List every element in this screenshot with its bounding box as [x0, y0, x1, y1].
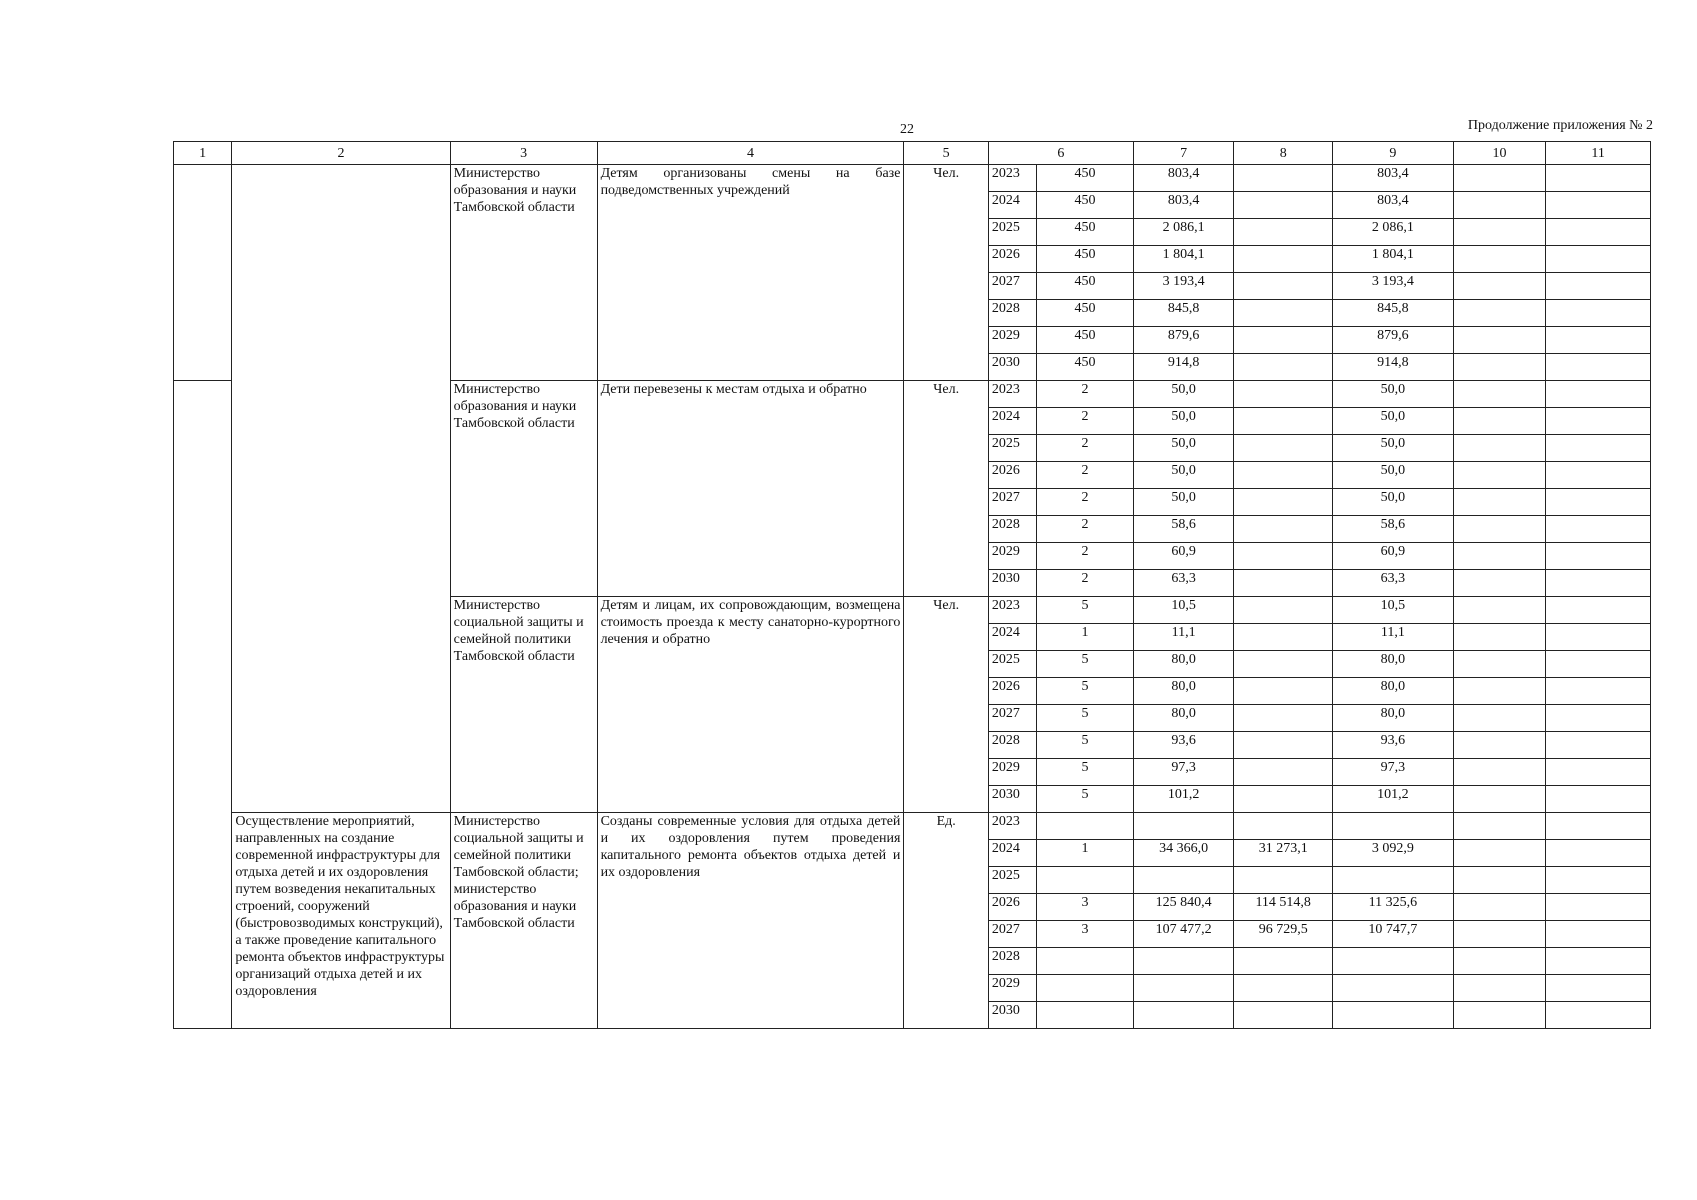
col10-cell [1453, 867, 1546, 894]
col11-cell [1546, 678, 1651, 705]
col8-cell [1234, 759, 1333, 786]
col6-cell: 1 [1037, 840, 1134, 867]
col8-cell [1234, 516, 1333, 543]
col7-cell: 803,4 [1133, 192, 1234, 219]
table-body [174, 165, 1651, 1029]
col9-cell [1332, 948, 1453, 975]
col10-cell [1453, 543, 1546, 570]
result-cell: Созданы современные условия для отдыха детей и их оздоровления путем проведения капитального ремонта объектов отдыха детей и их оздоровления [597, 813, 904, 1029]
col7-cell: 97,3 [1133, 759, 1234, 786]
col9-cell: 80,0 [1332, 678, 1453, 705]
col11-cell [1546, 948, 1651, 975]
col-header-8: 8 [1234, 142, 1333, 165]
col9-cell: 845,8 [1332, 300, 1453, 327]
col11-cell [1546, 192, 1651, 219]
col10-cell [1453, 921, 1546, 948]
year-cell: 2026 [988, 678, 1036, 705]
col6-cell: 450 [1037, 246, 1134, 273]
col8-cell [1234, 1002, 1333, 1029]
col10-cell [1453, 975, 1546, 1002]
col10-cell [1453, 246, 1546, 273]
year-cell: 2026 [988, 894, 1036, 921]
col6-cell: 450 [1037, 273, 1134, 300]
col8-cell: 114 514,8 [1234, 894, 1333, 921]
col6-cell: 450 [1037, 327, 1134, 354]
col11-cell [1546, 786, 1651, 813]
col8-cell [1234, 651, 1333, 678]
col11-cell [1546, 894, 1651, 921]
col8-cell [1234, 732, 1333, 759]
year-cell: 2024 [988, 624, 1036, 651]
col7-cell: 34 366,0 [1133, 840, 1234, 867]
col8-cell [1234, 597, 1333, 624]
col7-cell: 60,9 [1133, 543, 1234, 570]
agency-cell: Министерство образования и науки Тамбовской области [450, 381, 597, 597]
col6-cell: 5 [1037, 651, 1134, 678]
col9-cell: 914,8 [1332, 354, 1453, 381]
col8-cell [1234, 678, 1333, 705]
agency-cell: Министерство социальной защиты и семейной политики Тамбовской области [450, 597, 597, 813]
col11-cell [1546, 381, 1651, 408]
col9-cell: 58,6 [1332, 516, 1453, 543]
col9-cell [1332, 1002, 1453, 1029]
col6-cell: 5 [1037, 705, 1134, 732]
col11-cell [1546, 543, 1651, 570]
col7-cell: 879,6 [1133, 327, 1234, 354]
col10-cell [1453, 759, 1546, 786]
col9-cell: 1 804,1 [1332, 246, 1453, 273]
col7-cell [1133, 867, 1234, 894]
col8-cell [1234, 354, 1333, 381]
col11-cell [1546, 300, 1651, 327]
col10-cell [1453, 705, 1546, 732]
col10-cell [1453, 651, 1546, 678]
col8-cell: 31 273,1 [1234, 840, 1333, 867]
year-cell: 2027 [988, 705, 1036, 732]
col6-cell: 2 [1037, 489, 1134, 516]
col6-cell: 2 [1037, 408, 1134, 435]
year-cell: 2026 [988, 462, 1036, 489]
year-cell: 2023 [988, 381, 1036, 408]
col8-cell [1234, 705, 1333, 732]
col7-cell: 50,0 [1133, 462, 1234, 489]
col10-cell [1453, 273, 1546, 300]
col1-cell [174, 381, 232, 1029]
col6-cell: 5 [1037, 678, 1134, 705]
col-header-7: 7 [1133, 142, 1234, 165]
col11-cell [1546, 759, 1651, 786]
agency-cell: Министерство социальной защиты и семейной политики Тамбовской области; министерство образования и науки Тамбовской области [450, 813, 597, 1029]
col6-cell: 5 [1037, 732, 1134, 759]
col9-cell: 63,3 [1332, 570, 1453, 597]
col7-cell: 101,2 [1133, 786, 1234, 813]
col-header-2: 2 [232, 142, 450, 165]
result-cell: Детям и лицам, их сопровождающим, возмещена стоимость проезда к месту санаторно-курортного лечения и обратно [597, 597, 904, 813]
col6-cell: 450 [1037, 300, 1134, 327]
col7-cell: 845,8 [1133, 300, 1234, 327]
col6-cell [1037, 813, 1134, 840]
col8-cell [1234, 246, 1333, 273]
year-cell: 2029 [988, 543, 1036, 570]
col9-cell: 2 086,1 [1332, 219, 1453, 246]
col9-cell: 80,0 [1332, 651, 1453, 678]
col10-cell [1453, 624, 1546, 651]
col9-cell: 3 193,4 [1332, 273, 1453, 300]
col8-cell [1234, 192, 1333, 219]
col7-cell: 125 840,4 [1133, 894, 1234, 921]
col7-cell: 2 086,1 [1133, 219, 1234, 246]
col10-cell [1453, 516, 1546, 543]
col7-cell: 80,0 [1133, 651, 1234, 678]
year-cell: 2028 [988, 732, 1036, 759]
col8-cell [1234, 219, 1333, 246]
unit-cell: Чел. [904, 381, 989, 597]
col11-cell [1546, 813, 1651, 840]
col9-cell: 10 747,7 [1332, 921, 1453, 948]
year-cell: 2030 [988, 354, 1036, 381]
col11-cell [1546, 624, 1651, 651]
col-header-6: 6 [988, 142, 1133, 165]
year-cell: 2028 [988, 516, 1036, 543]
col11-cell [1546, 651, 1651, 678]
col11-cell [1546, 975, 1651, 1002]
measure-cell: Осуществление мероприятий, направленных на создание современной инфраструктуры для отдыха детей и их оздоровления путем возведения некапитальных строений, сооружений (быстровозводимых конструкций), а также проведение капитального ремонта объектов инфраструктуры организаций отдыха детей и их оздоровления [232, 813, 450, 1029]
col10-cell [1453, 813, 1546, 840]
col6-cell: 5 [1037, 759, 1134, 786]
col9-cell: 93,6 [1332, 732, 1453, 759]
col11-cell [1546, 1002, 1651, 1029]
year-cell: 2029 [988, 975, 1036, 1002]
col9-cell: 11,1 [1332, 624, 1453, 651]
col8-cell [1234, 975, 1333, 1002]
col11-cell [1546, 867, 1651, 894]
col6-cell: 5 [1037, 786, 1134, 813]
col9-cell: 50,0 [1332, 462, 1453, 489]
col10-cell [1453, 408, 1546, 435]
col6-cell [1037, 975, 1134, 1002]
col7-cell: 1 804,1 [1133, 246, 1234, 273]
col7-cell: 11,1 [1133, 624, 1234, 651]
unit-cell: Ед. [904, 813, 989, 1029]
col11-cell [1546, 570, 1651, 597]
table-row [174, 165, 1651, 192]
col11-cell [1546, 489, 1651, 516]
col6-cell [1037, 867, 1134, 894]
year-cell: 2023 [988, 813, 1036, 840]
col10-cell [1453, 840, 1546, 867]
year-cell: 2025 [988, 219, 1036, 246]
col7-cell: 93,6 [1133, 732, 1234, 759]
col10-cell [1453, 597, 1546, 624]
year-cell: 2026 [988, 246, 1036, 273]
col10-cell [1453, 165, 1546, 192]
measure-cell [232, 165, 450, 813]
col8-cell [1234, 489, 1333, 516]
col6-cell [1037, 1002, 1134, 1029]
col7-cell: 803,4 [1133, 165, 1234, 192]
year-cell: 2024 [988, 192, 1036, 219]
continuation-label: Продолжение приложения № 2 [1467, 118, 1653, 133]
year-cell: 2029 [988, 759, 1036, 786]
col8-cell: 96 729,5 [1234, 921, 1333, 948]
col11-cell [1546, 219, 1651, 246]
col6-cell: 3 [1037, 921, 1134, 948]
col11-cell [1546, 246, 1651, 273]
col11-cell [1546, 273, 1651, 300]
col7-cell [1133, 813, 1234, 840]
year-cell: 2023 [988, 165, 1036, 192]
col10-cell [1453, 381, 1546, 408]
col6-cell [1037, 948, 1134, 975]
col10-cell [1453, 192, 1546, 219]
col-header-4: 4 [597, 142, 904, 165]
col10-cell [1453, 219, 1546, 246]
col6-cell: 2 [1037, 435, 1134, 462]
col6-cell: 450 [1037, 192, 1134, 219]
col1-cell [174, 165, 232, 381]
col6-cell: 2 [1037, 381, 1134, 408]
col7-cell: 50,0 [1133, 381, 1234, 408]
col9-cell: 879,6 [1332, 327, 1453, 354]
col10-cell [1453, 570, 1546, 597]
col9-cell: 101,2 [1332, 786, 1453, 813]
col10-cell [1453, 1002, 1546, 1029]
col8-cell [1234, 408, 1333, 435]
col11-cell [1546, 921, 1651, 948]
col10-cell [1453, 894, 1546, 921]
col8-cell [1234, 813, 1333, 840]
col9-cell: 97,3 [1332, 759, 1453, 786]
col6-cell: 2 [1037, 570, 1134, 597]
col7-cell: 63,3 [1133, 570, 1234, 597]
year-cell: 2030 [988, 1002, 1036, 1029]
header-row [174, 142, 1651, 165]
col9-cell: 50,0 [1332, 381, 1453, 408]
col11-cell [1546, 327, 1651, 354]
col8-cell [1234, 543, 1333, 570]
year-cell: 2025 [988, 651, 1036, 678]
col6-cell: 2 [1037, 516, 1134, 543]
col9-cell [1332, 867, 1453, 894]
unit-cell: Чел. [904, 597, 989, 813]
col-header-5: 5 [904, 142, 989, 165]
year-cell: 2027 [988, 273, 1036, 300]
col8-cell [1234, 624, 1333, 651]
col9-cell: 50,0 [1332, 408, 1453, 435]
col-header-10: 10 [1453, 142, 1546, 165]
col10-cell [1453, 489, 1546, 516]
col8-cell [1234, 570, 1333, 597]
col8-cell [1234, 165, 1333, 192]
col7-cell [1133, 1002, 1234, 1029]
col11-cell [1546, 597, 1651, 624]
col7-cell: 914,8 [1133, 354, 1234, 381]
col11-cell [1546, 435, 1651, 462]
col6-cell: 5 [1037, 597, 1134, 624]
col10-cell [1453, 948, 1546, 975]
col9-cell: 803,4 [1332, 192, 1453, 219]
col6-cell: 450 [1037, 165, 1134, 192]
col8-cell [1234, 867, 1333, 894]
col10-cell [1453, 327, 1546, 354]
agency-cell: Министерство образования и науки Тамбовской области [450, 165, 597, 381]
year-cell: 2024 [988, 408, 1036, 435]
col7-cell: 10,5 [1133, 597, 1234, 624]
col8-cell [1234, 948, 1333, 975]
year-cell: 2027 [988, 489, 1036, 516]
col8-cell [1234, 273, 1333, 300]
col6-cell: 1 [1037, 624, 1134, 651]
program-table [173, 141, 1651, 1029]
col7-cell: 3 193,4 [1133, 273, 1234, 300]
col11-cell [1546, 516, 1651, 543]
col8-cell [1234, 435, 1333, 462]
col-header-3: 3 [450, 142, 597, 165]
table-row [174, 813, 1651, 840]
col10-cell [1453, 435, 1546, 462]
year-cell: 2029 [988, 327, 1036, 354]
col11-cell [1546, 408, 1651, 435]
col9-cell: 803,4 [1332, 165, 1453, 192]
col8-cell [1234, 786, 1333, 813]
col10-cell [1453, 786, 1546, 813]
col8-cell [1234, 327, 1333, 354]
year-cell: 2030 [988, 570, 1036, 597]
col6-cell: 2 [1037, 543, 1134, 570]
col8-cell [1234, 381, 1333, 408]
col11-cell [1546, 705, 1651, 732]
col7-cell: 50,0 [1133, 435, 1234, 462]
col9-cell [1332, 813, 1453, 840]
col8-cell [1234, 300, 1333, 327]
col11-cell [1546, 840, 1651, 867]
col10-cell [1453, 462, 1546, 489]
col9-cell: 3 092,9 [1332, 840, 1453, 867]
col7-cell [1133, 975, 1234, 1002]
year-cell: 2027 [988, 921, 1036, 948]
year-cell: 2028 [988, 948, 1036, 975]
col9-cell: 80,0 [1332, 705, 1453, 732]
col7-cell: 80,0 [1133, 678, 1234, 705]
year-cell: 2028 [988, 300, 1036, 327]
col10-cell [1453, 678, 1546, 705]
col6-cell: 450 [1037, 219, 1134, 246]
year-cell: 2030 [988, 786, 1036, 813]
page-number: 22 [900, 122, 914, 137]
col10-cell [1453, 354, 1546, 381]
col6-cell: 450 [1037, 354, 1134, 381]
result-cell: Детям организованы смены на базе подведомственных учреждений [597, 165, 904, 381]
col7-cell: 50,0 [1133, 408, 1234, 435]
col9-cell [1332, 975, 1453, 1002]
col-header-11: 11 [1546, 142, 1651, 165]
col7-cell [1133, 948, 1234, 975]
result-cell: Дети перевезены к местам отдыха и обратно [597, 381, 904, 597]
col9-cell: 60,9 [1332, 543, 1453, 570]
col11-cell [1546, 462, 1651, 489]
year-cell: 2023 [988, 597, 1036, 624]
col9-cell: 11 325,6 [1332, 894, 1453, 921]
col6-cell: 2 [1037, 462, 1134, 489]
year-cell: 2025 [988, 867, 1036, 894]
col8-cell [1234, 462, 1333, 489]
col9-cell: 50,0 [1332, 489, 1453, 516]
col-header-9: 9 [1332, 142, 1453, 165]
col9-cell: 10,5 [1332, 597, 1453, 624]
col7-cell: 58,6 [1133, 516, 1234, 543]
year-cell: 2025 [988, 435, 1036, 462]
col10-cell [1453, 300, 1546, 327]
col-header-1: 1 [174, 142, 232, 165]
col11-cell [1546, 354, 1651, 381]
col9-cell: 50,0 [1332, 435, 1453, 462]
col7-cell: 80,0 [1133, 705, 1234, 732]
year-cell: 2024 [988, 840, 1036, 867]
col7-cell: 107 477,2 [1133, 921, 1234, 948]
col7-cell: 50,0 [1133, 489, 1234, 516]
unit-cell: Чел. [904, 165, 989, 381]
col6-cell: 3 [1037, 894, 1134, 921]
col11-cell [1546, 165, 1651, 192]
col11-cell [1546, 732, 1651, 759]
col10-cell [1453, 732, 1546, 759]
